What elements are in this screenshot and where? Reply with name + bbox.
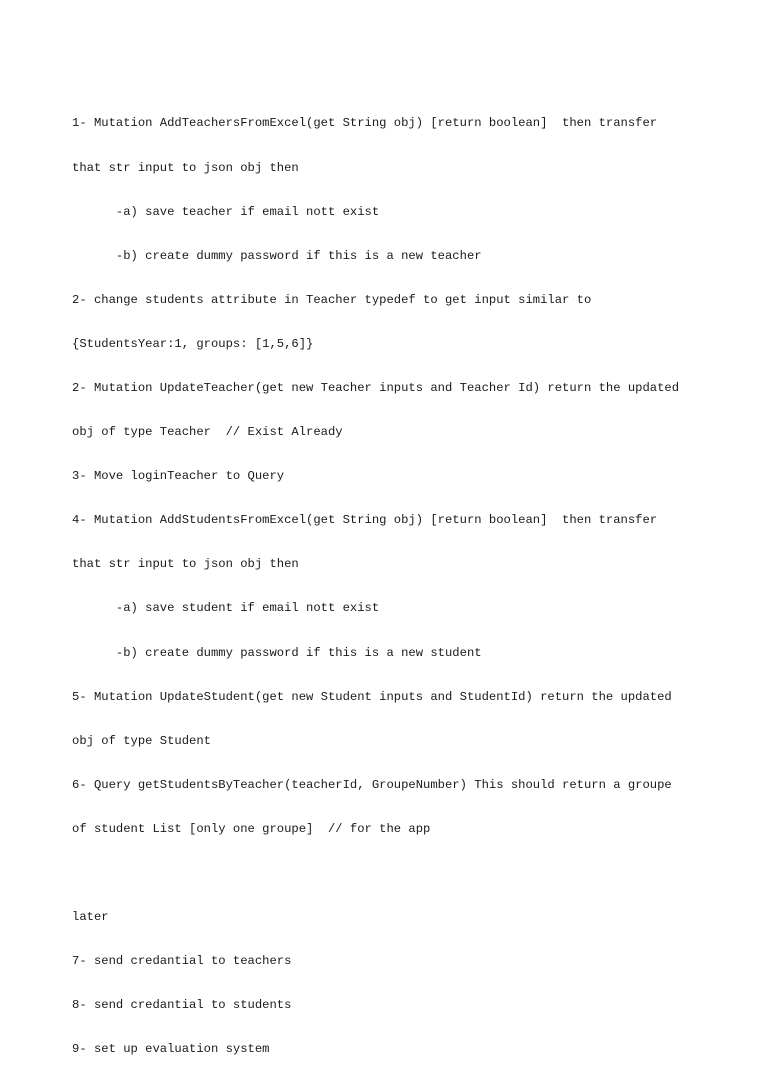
text-line-21: 8- send credantial to students [72, 998, 292, 1013]
text-line-22: 9- set up evaluation system [72, 1042, 270, 1057]
text-line-20: 7- send credantial to teachers [72, 954, 292, 969]
text-line-10: 4- Mutation AddStudentsFromExcel(get String obj) [return boolean] then transfer [72, 513, 658, 528]
text-line-15: obj of type Student [72, 733, 211, 748]
text-line-7: 2- Mutation UpdateTeacher(get new Teacher inputs and Teacher Id) return the updated [72, 380, 680, 395]
text-line-13: -b) create dummy password if this is a new student [72, 645, 482, 660]
text-line-11: that str input to json obj then [72, 557, 299, 572]
document-text [72, 87, 712, 1086]
text-line-4: -b) create dummy password if this is a new teacher [72, 248, 482, 263]
text-line-2: that str input to json obj then [72, 160, 299, 175]
text-line-9: 3- Move loginTeacher to Query [72, 469, 285, 484]
text-line-17: of student List [only one groupe] // for the app [72, 821, 431, 836]
text-line-8: obj of type Teacher // Exist Already [72, 425, 343, 440]
text-line-3: -a) save teacher if email nott exist [72, 204, 380, 219]
text-line-16: 6- Query getStudentsByTeacher(teacherId, GroupeNumber) This should return a groupe [72, 777, 672, 792]
text-line-1: 1- Mutation AddTeachersFromExcel(get String obj) [return boolean] then transfer [72, 116, 658, 131]
text-line-5: 2- change students attribute in Teacher typedef to get input similar to [72, 292, 592, 307]
text-line-6: {StudentsYear:1, groups: [1,5,6]} [72, 336, 314, 351]
text-line-12: -a) save student if email nott exist [72, 601, 380, 616]
text-line-18 [72, 866, 712, 881]
text-line-19: later [72, 910, 109, 925]
text-line-14: 5- Mutation UpdateStudent(get new Student inputs and StudentId) return the updated [72, 689, 672, 704]
